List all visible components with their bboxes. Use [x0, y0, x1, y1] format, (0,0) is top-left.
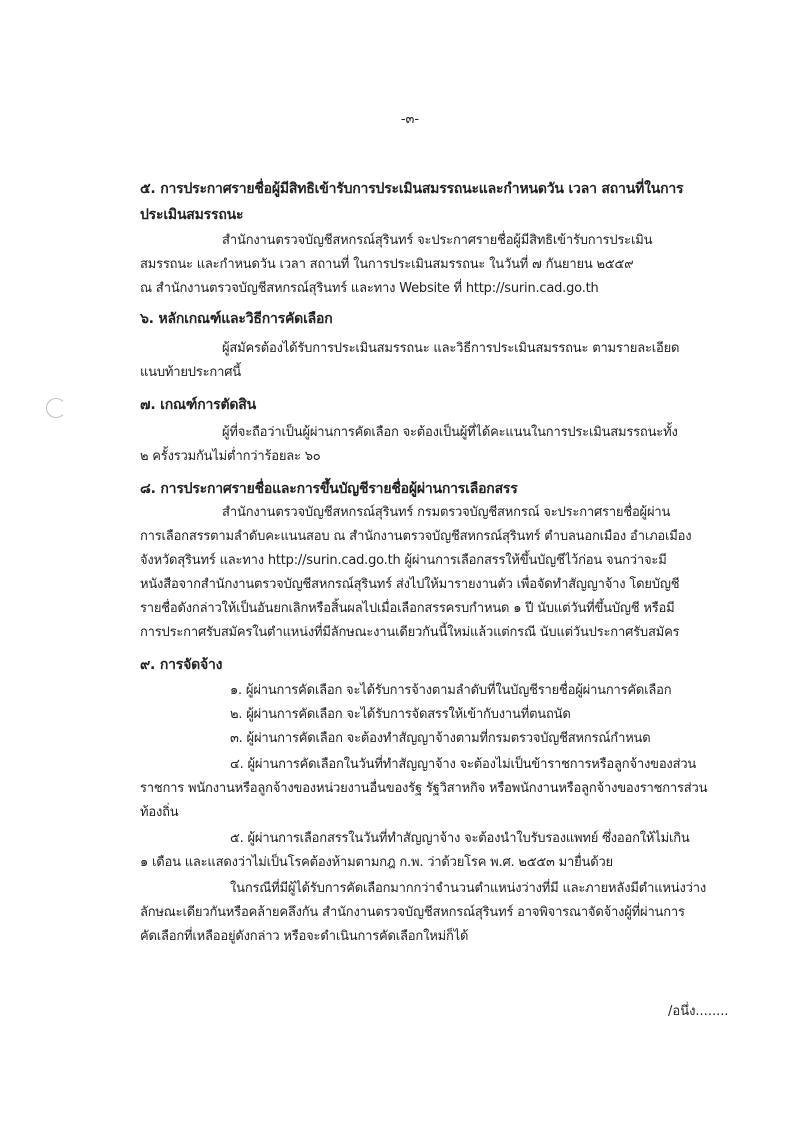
- section-9-title: ๙. การจัดจ้าง: [140, 657, 223, 673]
- section-6-paragraph-line: แนบท้ายประกาศนี้: [140, 365, 241, 380]
- section-8-title: ๘. การประกาศรายชื่อและการขึ้นบัญชีรายชื่อผู้ผ่านการเลือกสรร: [140, 481, 518, 497]
- page-number: -๓-: [400, 112, 420, 127]
- section-8-paragraph-line: การเลือกสรรตามลำดับคะแนนสอบ ณ สำนักงานตรวจบัญชีสหกรณ์สุรินทร์ ตำบลนอกเมือง อำเภอเมือง: [140, 529, 692, 544]
- section-8-paragraph-line: การประกาศรับสมัครในตำแหน่งที่มีลักษณะงานเดียวกันนี้ใหม่แล้วแต่กรณี นับแต่วันประกาศรับสมัคร: [140, 625, 680, 640]
- section-9-item-5-cont: ๑ เดือน และแสดงว่าไม่เป็นโรคต้องห้ามตามกฎ ก.พ. ว่าด้วยโรค พ.ศ. ๒๕๕๓ มายื่นด้วย: [140, 855, 613, 870]
- section-9-item-4: ๔. ผู้ผ่านการคัดเลือกในวันที่ทำสัญญาจ้าง จะต้องไม่เป็นข้าราชการหรือลูกจ้างของส่วน: [230, 757, 697, 772]
- section-9-note-line: ลักษณะเดียวกันหรือคล้ายคลึงกัน สำนักงานตรวจบัญชีสหกรณ์สุรินทร์ อาจพิจารณาจัดจ้างผู้ที่ผ่านการ: [140, 905, 685, 920]
- section-9-item-4-cont: ท้องถิ่น: [140, 805, 179, 820]
- section-5-title-cont: ประเมินสมรรถนะ: [140, 207, 244, 223]
- section-6-title: ๖. หลักเกณฑ์และวิธีการคัดเลือก: [140, 311, 333, 327]
- section-8-paragraph-line: จังหวัดสุรินทร์ และทาง http://surin.cad.go.th ผู้ผ่านการเลือกสรรให้ขึ้นบัญชีไว้ก่อน จนกว่าจะมี: [140, 553, 667, 568]
- section-9-item-2: ๒. ผู้ผ่านการคัดเลือก จะได้รับการจัดสรรให้เข้ากับงานที่ตนถนัด: [230, 707, 571, 722]
- section-7-paragraph-line: ๒ ครั้งรวมกันไม่ต่ำกว่าร้อยละ ๖๐: [140, 449, 321, 464]
- scan-artifact-mark: [46, 398, 66, 418]
- section-9-item-5: ๕. ผู้ผ่านการเลือกสรรในวันที่ทำสัญญาจ้าง จะต้องนำใบรับรองแพทย์ ซึ่งออกให้ไม่เกิน: [230, 831, 690, 846]
- section-6-paragraph-line: ผู้สมัครต้องได้รับการประเมินสมรรถนะ และวิธีการประเมินสมรรถนะ ตามรายละเอียด: [222, 341, 680, 356]
- section-9-item-4-cont: ราชการ พนักงานหรือลูกจ้างของหน่วยงานอื่นของรัฐ รัฐวิสาหกิจ หรือพนักงานหรือลูกจ้างของราชการส่วน: [140, 781, 708, 796]
- section-8-paragraph-line: สำนักงานตรวจบัญชีสหกรณ์สุรินทร์ กรมตรวจบัญชีสหกรณ์ จะประกาศรายชื่อผู้ผ่าน: [222, 505, 671, 520]
- section-8-paragraph-line: หนังสือจากสำนักงานตรวจบัญชีสหกรณ์สุรินทร์ ส่งไปให้มารายงานตัว เพื่อจัดทำสัญญาจ้าง โดยบัญชี: [140, 577, 680, 592]
- continuation-marker: /อนึ่ง........: [668, 1004, 729, 1019]
- section-8-paragraph-line: รายชื่อดังกล่าวให้เป็นอันยกเลิกหรือสิ้นผลไปเมื่อเลือกสรรครบกำหนด ๑ ปี นับแต่วันที่ขึ้นบัญชี หรือมี: [140, 601, 675, 616]
- section-9-item-1: ๑. ผู้ผ่านการคัดเลือก จะได้รับการจ้างตามลำดับที่ในบัญชีรายชื่อผู้ผ่านการคัดเลือก: [230, 683, 672, 698]
- section-7-title: ๗. เกณฑ์การตัดสิน: [140, 397, 256, 413]
- section-5-title: ๕. การประกาศรายชื่อผู้มีสิทธิเข้ารับการประเมินสมรรถนะและกำหนดวัน เวลา สถานที่ในการ: [140, 181, 684, 197]
- section-7-paragraph-line: ผู้ที่จะถือว่าเป็นผู้ผ่านการคัดเลือก จะต้องเป็นผู้ที่ได้คะแนนในการประเมินสมรรถนะทั้ง: [222, 425, 678, 440]
- section-9-note-line: คัดเลือกที่เหลืออยู่ดังกล่าว หรือจะดำเนินการคัดเลือกใหม่ก็ได้: [140, 929, 469, 944]
- section-5-paragraph-line: ณ สำนักงานตรวจบัญชีสหกรณ์สุรินทร์ และทาง Website ที่ http://surin.cad.go.th: [140, 281, 599, 296]
- section-9-item-3: ๓. ผู้ผ่านการคัดเลือก จะต้องทำสัญญาจ้างตามที่กรมตรวจบัญชีสหกรณ์กำหนด: [230, 731, 651, 746]
- section-5-paragraph-line: สมรรถนะ และกำหนดวัน เวลา สถานที่ ในการประเมินสมรรถนะ ในวันที่ ๗ กันยายน ๒๕๕๙: [140, 257, 634, 272]
- section-9-note-line: ในกรณีที่มีผู้ได้รับการคัดเลือกมากกว่าจำนวนตำแหน่งว่างที่มี และภายหลังมีตำแหน่งว่าง: [230, 881, 706, 896]
- section-5-paragraph-line: สำนักงานตรวจบัญชีสหกรณ์สุรินทร์ จะประกาศรายชื่อผู้มีสิทธิเข้ารับการประเมิน: [222, 233, 653, 248]
